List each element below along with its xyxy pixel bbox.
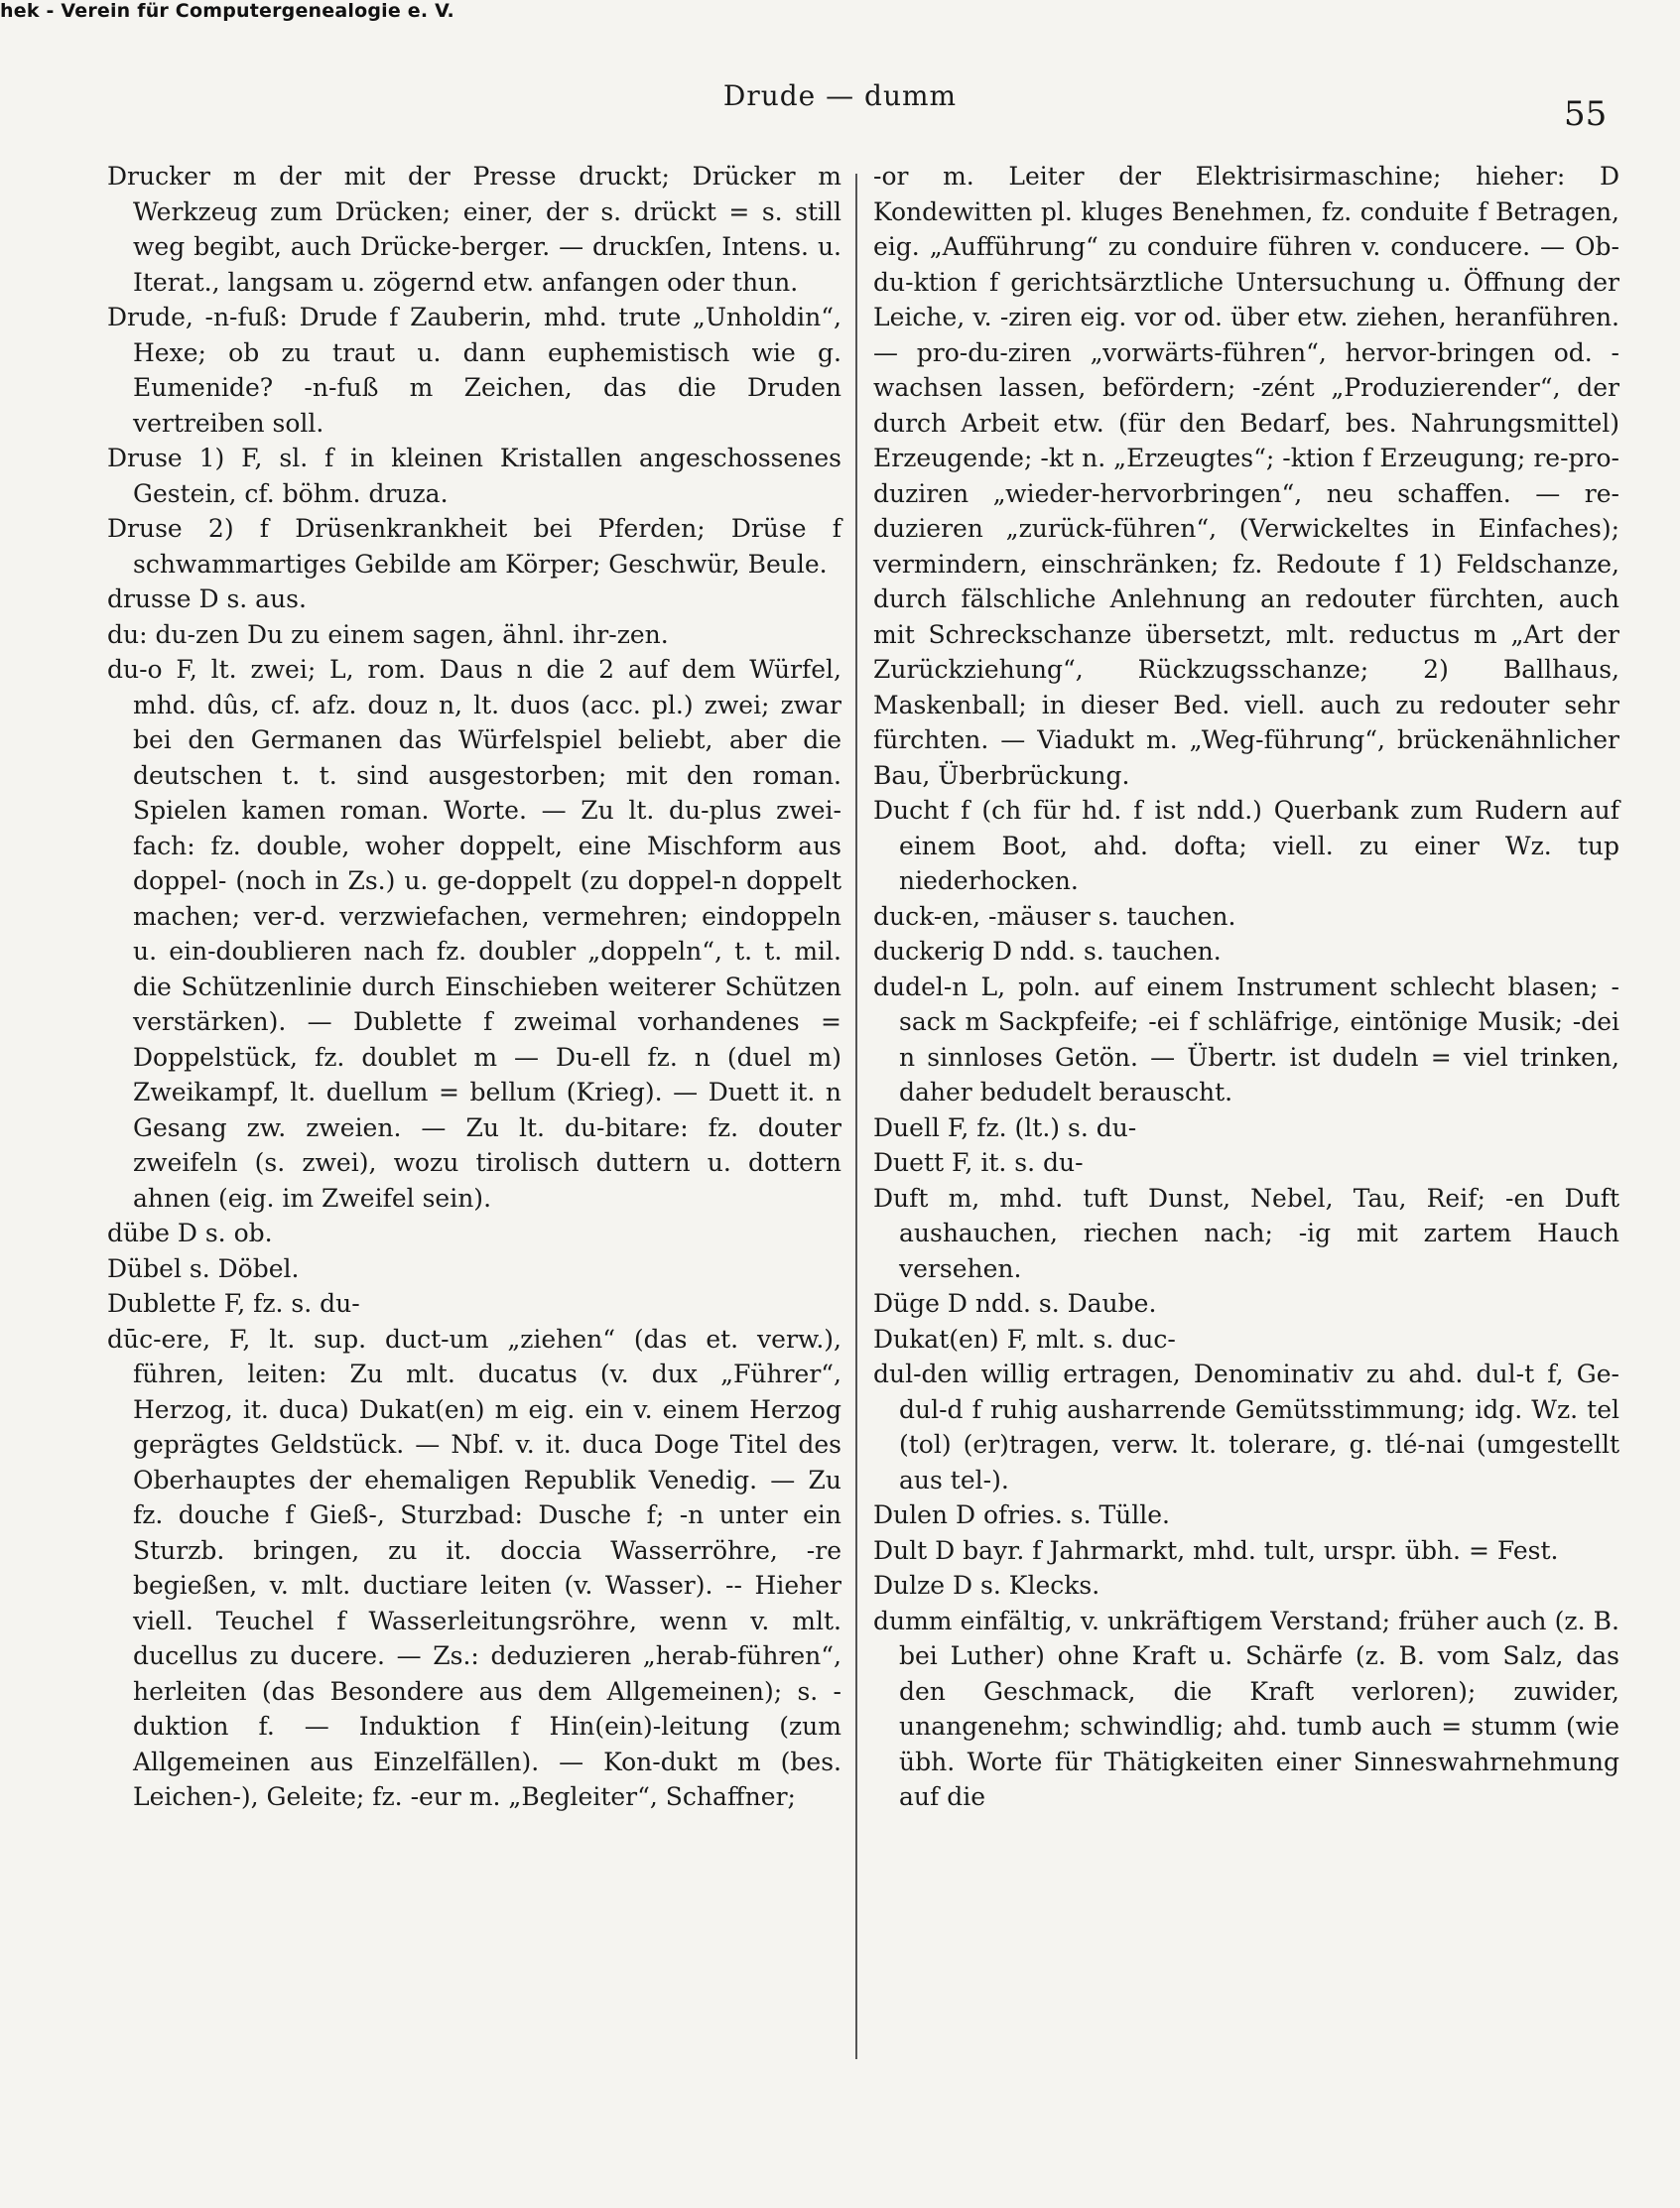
dictionary-entry: Dübel s. Döbel. [107, 1253, 300, 1283]
dictionary-entry: Dulze D s. Klecks. [873, 1571, 1100, 1600]
dictionary-entry: dul-den willig ertragen, Denominativ zu ahd. dul-t f, Ge-dul-d f ruhig ausharrende Gemütsstimmung; idg. Wz. tel (tol) (er)tragen, verw. lt. tolerare, g. tlé-nai (umgestellt aus tel-). [873, 1360, 1619, 1494]
dictionary-entry: Duett F, it. s. du- [873, 1148, 1084, 1177]
dictionary-entry: dudel-n L, poln. auf einem Instrument schlecht blasen; -sack m Sackpfeife; -ei f schläfrige, eintönige Musik; -dei n sinnloses Getön. — Übertr. ist dudeln = viel trinken, daher bedudelt berauscht. [873, 972, 1619, 1106]
dictionary-entry: dūc-ere, F, lt. sup. duct-um „ziehen“ (das et. verw.), führen, leiten: Zu mlt. ducatus (v. dux „Führer“, Herzog, it. duca) Dukat(en) m eig. ein v. einem Herzog geprägtes Geldstück. — Nbf. v. it. duca Doge Titel des Oberhauptes der ehemaligen Republik Venedig. — Zu fz. douche f Gieß-, Sturzbad: Dusche f; -n unter ein Sturzb. bringen, zu it. doccia Wasserröhre, -re begießen, v. mlt. ductiare leiten (v. Wasser). -- Hieher viell. Teuchel f Wasserleitungsröhre, wenn v. mlt. ducellus zu ducere. — Zs.: deduzieren „herab-führen“, herleiten (das Besondere aus dem Allgemeinen); s. -duktion f. — Induktion f Hin(ein)-leitung (zum Allgemeinen aus Einzelfällen). — Kon-dukt m (bes. Leichen-), Geleite; fz. -eur m. „Begleiter“, Schaffner; [107, 1324, 841, 1811]
dictionary-entry: duck-en, -mäuser s. tauchen. [873, 901, 1236, 931]
watermark-text: hek - Verein für Computergenealogie e. V. [0, 0, 454, 22]
left-column [107, 159, 841, 1815]
dictionary-entry: Duell F, fz. (lt.) s. du- [873, 1112, 1137, 1142]
dictionary-entry: dübe D s. ob. [107, 1219, 273, 1247]
column-divider [855, 174, 857, 2059]
dictionary-entry: du-o F, lt. zwei; L, rom. Daus n die 2 auf dem Würfel, mhd. dûs, cf. afz. douz n, lt. duos (acc. pl.) zwei; zwar bei den Germanen das Würfelspiel beliebt, aber die deutschen t. t. sind ausgestorben; mit den roman. Spielen kamen roman. Worte. — Zu lt. du-plus zwei-fach: fz. double, woher doppelt, eine Mischform aus doppel- (noch in Zs.) u. ge-doppelt (zu doppel-n doppelt machen; ver-d. verzwiefachen, vermehren; eindoppeln u. ein-doublieren nach fz. doubler „doppeln“, t. t. mil. die Schützenlinie durch Einschieben weiterer Schützen verstärken). — Dublette f zweimal vorhandenes = Doppelstück, fz. doublet m — Du-ell fz. n (duel m) Zweikampf, lt. duellum = bellum (Krieg). — Duett it. n Gesang zw. zweien. — Zu lt. du-bitare: fz. douter zweifeln (s. zwei), wozu tirolisch duttern u. dottern ahnen (eig. im Zweifel sein). [107, 655, 841, 1213]
dictionary-entry: Duft m, mhd. tuft Dunst, Nebel, Tau, Reif; -en Duft aushauchen, riechen nach; -ig mit zartem Hauch versehen. [873, 1183, 1619, 1283]
running-head: Drude — dumm [722, 79, 958, 112]
dictionary-entry: Düge D ndd. s. Daube. [873, 1289, 1157, 1318]
dictionary-entry: Dulen D ofries. s. Tülle. [873, 1500, 1170, 1529]
dictionary-entry: du: du-zen Du zu einem sagen, ähnl. ihr-zen. [107, 619, 669, 649]
dictionary-entry: drusse D s. aus. [107, 584, 307, 613]
dictionary-entry: Drude, -n-fuß: Drude f Zauberin, mhd. trute „Unholdin“, Hexe; ob zu traut u. dann euphemistisch wie g. Eumenide? -n-fuß m Zeichen, das die Druden vertreiben soll. [107, 303, 841, 438]
right-column [873, 159, 1619, 1815]
dictionary-entry: Dult D bayr. f Jahrmarkt, mhd. tult, urspr. übh. = Fest. [873, 1535, 1559, 1565]
dictionary-entry: -or m. Leiter der Elektrisirmaschine; hieher: D Kondewitten pl. kluges Benehmen, fz. conduite f Betragen, eig. „Aufführung“ zu conduire führen v. conducere. — Ob-du-ktion f gerichtsärztliche Untersuchung u. Öffnung der Leiche, v. -ziren eig. vor od. über etw. ziehen, heranführen. — pro-du-ziren „vorwärts-führen“, hervor-bringen od. -wachsen lassen, befördern; -zént „Produzierender“, der durch Arbeit etw. (für den Bedarf, bes. Nahrungsmittel) Erzeugende; -kt n. „Erzeugtes“; -ktion f Erzeugung; re-pro-duziren „wieder-hervorbringen“, neu schaffen. — re-duzieren „zurück-führen“, (Verwickeltes in Einfaches); vermindern, einschränken; fz. Redoute f 1) Feldschanze, durch fälschliche Anlehnung an redouter fürchten, auch mit Schreckschanze übersetzt, mlt. reductus m „Art der Zurückziehung“, Rückzugsschanze; 2) Ballhaus, Maskenball; in dieser Bed. viell. auch zu redouter sehr fürchten. — Viadukt m. „Weg-führung“, brückenähnlicher Bau, Überbrückung. [873, 162, 1619, 790]
dictionary-entry: Dukat(en) F, mlt. s. duc- [873, 1324, 1176, 1354]
dictionary-entry: duckerig D ndd. s. tauchen. [873, 937, 1222, 966]
dictionary-entry: dumm einfältig, v. unkräftigem Verstand; früher auch (z. B. bei Luther) ohne Kraft u. Schärfe (z. B. vom Salz, das den Geschmack, die Kraft verloren); zuwider, unangenehm; schwindlig; ahd. tumb auch = stumm (wie übh. Worte für Thätigkeiten einer Sinneswahrnehmung auf die [873, 1606, 1619, 1811]
dictionary-entry: Drucker m der mit der Presse druckt; Drücker m Werkzeug zum Drücken; einer, der s. drückt = s. still weg begibt, auch Drücke-berger. — druckſen, Intens. u. Iterat., langsam u. zögernd etw. anfangen oder thun. [107, 162, 841, 297]
dictionary-entry: Druse 1) F, sl. f in kleinen Kristallen angeschossenes Gestein, cf. böhm. druza. [107, 444, 841, 508]
dictionary-entry: Ducht f (ch für hd. f ist ndd.) Querbank zum Rudern auf einem Boot, ahd. dofta; viell. zu einer Wz. tup niederhocken. [873, 796, 1619, 895]
dictionary-entry: Druse 2) f Drüsenkrankheit bei Pferden; Drüse f schwammartiges Gebilde am Körper; Geschwür, Beule. [107, 514, 841, 579]
page-number: 55 [1564, 94, 1608, 134]
dictionary-entry: Dublette F, fz. s. du- [107, 1289, 360, 1318]
